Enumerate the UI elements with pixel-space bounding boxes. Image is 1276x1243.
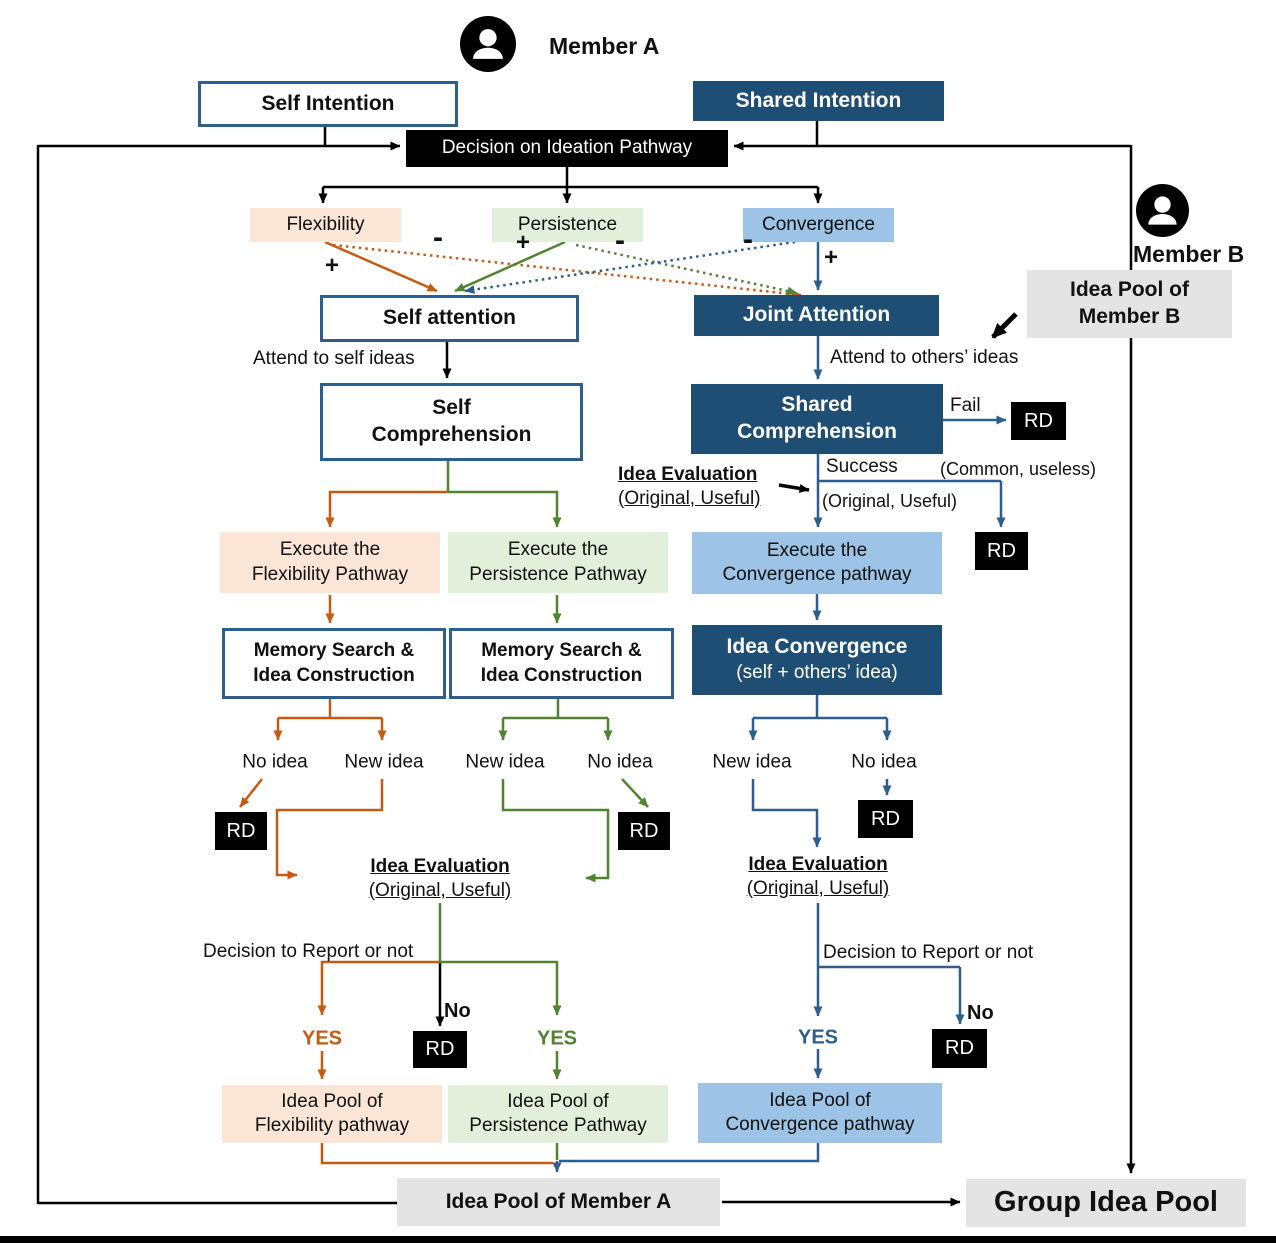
- decision-report-label-right: Decision to Report or not: [823, 942, 1034, 963]
- execute-line1: Execute the: [279, 539, 381, 561]
- self-comprehension-line1: Self: [432, 396, 471, 420]
- yes-label-pers: YES: [536, 1027, 578, 1050]
- yes-label-flex: YES: [301, 1027, 343, 1050]
- persistence-plus-sign: +: [515, 229, 531, 256]
- pool-line1: Idea Pool of: [507, 1090, 609, 1112]
- flexibility-label: Flexibility: [286, 213, 365, 235]
- memory-line2: Idea Construction: [253, 664, 415, 686]
- no-label-right: No: [967, 1002, 994, 1024]
- self-attention-box: [320, 295, 579, 342]
- convergence-label: Convergence: [761, 213, 876, 235]
- no-idea-label-conv: No idea: [851, 751, 917, 773]
- member-b-label: Member B: [1133, 241, 1245, 267]
- memory-search-flexibility-box: [222, 628, 446, 699]
- group-idea-pool-box: [966, 1179, 1246, 1227]
- decision-label: Decision on Ideation Pathway: [441, 137, 693, 159]
- new-idea-label-flex: New idea: [344, 751, 424, 773]
- pool-line1: Idea Pool of: [281, 1090, 383, 1112]
- new-idea-label-conv: New idea: [712, 751, 792, 773]
- idea-evaluation-convergence: [728, 853, 908, 901]
- persistence-minus-sign: -: [615, 224, 625, 257]
- rd-label: RD: [1024, 409, 1053, 432]
- idea-evaluation-title: Idea Evaluation: [370, 856, 510, 877]
- memory-line1: Memory Search &: [253, 640, 415, 662]
- self-attention-label: Self attention: [382, 306, 516, 330]
- idea-evaluation-criteria: (Original, Useful): [618, 487, 761, 509]
- idea-pool-member-a-label: Idea Pool of Member A: [445, 1189, 672, 1213]
- idea-convergence-box: [692, 625, 942, 695]
- idea-pool-convergence-box: [698, 1083, 942, 1143]
- no-idea-label-flex: No idea: [242, 751, 308, 773]
- idea-pool-member-b-line1: Idea Pool of: [1069, 278, 1189, 302]
- self-intention-label: Self Intention: [261, 91, 395, 115]
- yes-label-conv: YES: [797, 1026, 839, 1049]
- flexibility-minus-sign: -: [433, 221, 443, 254]
- shared-comprehension-line1: Shared: [781, 393, 853, 417]
- attend-self-label: Attend to self ideas: [253, 348, 415, 369]
- idea-pool-persistence-box: [448, 1085, 668, 1143]
- idea-evaluation-self: [350, 855, 530, 903]
- memory-search-persistence-box: [449, 628, 674, 699]
- rd-label: RD: [629, 819, 659, 842]
- shared-intention-label: Shared Intention: [735, 88, 902, 112]
- member-a-icon: [460, 16, 516, 72]
- execute-convergence-label: Convergence pathway: [722, 564, 912, 585]
- member-b-icon: [1136, 184, 1189, 237]
- execute-persistence-box: [448, 532, 668, 593]
- decision-report-label-left: Decision to Report or not: [203, 941, 414, 962]
- decision-box: [406, 130, 728, 167]
- rd-label: RD: [425, 1038, 455, 1060]
- rd-label: RD: [945, 1037, 974, 1059]
- rd-box-common: [975, 532, 1028, 570]
- self-comprehension-line2: Comprehension: [371, 423, 532, 446]
- bottom-divider-bar: [0, 1236, 1276, 1243]
- idea-pool-flexibility-box: [222, 1085, 442, 1143]
- joint-attention-box: [694, 295, 939, 336]
- persistence-label: Persistence: [517, 213, 618, 235]
- memory-line2: Idea Construction: [480, 664, 643, 686]
- rd-box-flex-noidea: [215, 812, 267, 850]
- shared-intention-box: [693, 81, 944, 121]
- idea-pool-member-a-box: [397, 1178, 720, 1226]
- success-label: Success: [826, 456, 898, 477]
- execute-flexibility-label: Flexibility Pathway: [251, 563, 409, 585]
- shared-comprehension-line2: Comprehension: [737, 420, 897, 443]
- no-label-left: No: [444, 1000, 471, 1022]
- idea-pool-member-b-box: [1027, 270, 1232, 338]
- convergence-box: [743, 208, 894, 242]
- execute-line1: Execute the: [507, 539, 609, 561]
- execute-flexibility-box: [220, 532, 440, 593]
- idea-evaluation-title: Idea Evaluation: [748, 854, 888, 875]
- common-useless-label: (Common, useless): [940, 459, 1097, 479]
- idea-evaluation-title: Idea Evaluation: [618, 464, 758, 485]
- idea-convergence-line1: Idea Convergence: [726, 635, 908, 659]
- execute-convergence-box: [692, 532, 942, 594]
- idea-evaluation-shared: [618, 463, 761, 511]
- rd-box-fail: [1011, 402, 1066, 440]
- original-useful-label: (Original, Useful): [822, 491, 958, 511]
- pool-convergence-label: Convergence pathway: [725, 1114, 915, 1135]
- group-idea-pool-label: Group Idea Pool: [994, 1186, 1218, 1219]
- new-idea-label-pers: New idea: [465, 751, 545, 773]
- rd-box-conv-noidea: [858, 800, 913, 838]
- idea-evaluation-criteria: (Original, Useful): [746, 877, 890, 899]
- pool-persistence-label: Persistence Pathway: [469, 1115, 647, 1136]
- flexibility-plus-sign: +: [324, 252, 340, 279]
- convergence-plus-sign: +: [823, 244, 839, 271]
- self-intention-box: [198, 81, 458, 127]
- rd-label: RD: [987, 539, 1016, 562]
- rd-box-report-left: [413, 1031, 467, 1068]
- no-idea-label-pers: No idea: [587, 751, 653, 773]
- convergence-minus-sign: -: [743, 223, 753, 256]
- pool-flexibility-label: Flexibility pathway: [254, 1115, 410, 1136]
- flexibility-box: [250, 208, 401, 242]
- rd-box-pers-noidea: [618, 812, 670, 850]
- idea-convergence-line2: (self + others’ idea): [736, 662, 898, 684]
- execute-persistence-label: Persistence Pathway: [469, 563, 647, 585]
- joint-attention-label: Joint Attention: [742, 303, 891, 327]
- shared-comprehension-box: [691, 384, 943, 454]
- rd-label: RD: [226, 819, 256, 842]
- member-a-label: Member A: [549, 33, 660, 59]
- execute-line1: Execute the: [766, 539, 868, 561]
- memory-line1: Memory Search &: [481, 640, 642, 662]
- pool-line1: Idea Pool of: [769, 1089, 871, 1111]
- self-comprehension-box: [320, 383, 583, 461]
- fail-label: Fail: [950, 395, 981, 416]
- rd-box-report-right: [932, 1029, 987, 1068]
- rd-label: RD: [871, 807, 900, 830]
- attend-others-label: Attend to others’ ideas: [830, 347, 1019, 368]
- idea-pool-member-b-line2: Member B: [1078, 305, 1181, 328]
- idea-evaluation-criteria: (Original, Useful): [368, 879, 512, 901]
